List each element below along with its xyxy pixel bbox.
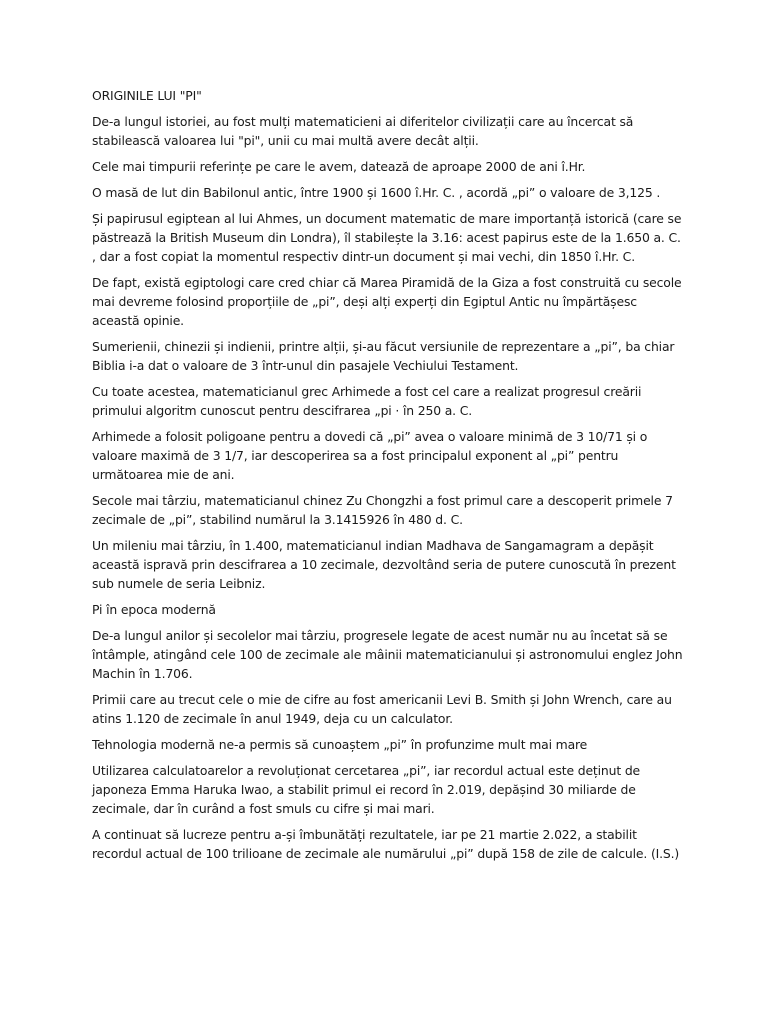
paragraph: O masă de lut din Babilonul antic, între 1900 și 1600 î.Hr. C. , acordă „pi” o valoare de 3,125 . [92, 185, 661, 200]
paragraph: Sumerienii, chinezii și indienii, printre alții, și-au făcut versiunile de reprezentare a „pi”, ba chiar Biblia i-a dat o valoare de 3 într-unul din pasajele Vechiului Testament. [92, 339, 675, 373]
paragraph: De-a lungul anilor și secolelor mai târziu, progresele legate de acest număr nu au încetat să se întâmple, atingând cele 100 de zecimale ale mâinii matematicianului și astronomului englez John Machin în 1.706. [92, 628, 683, 681]
document-title: ORIGINILE LUI "PI" [92, 88, 202, 103]
document-body [92, 86, 684, 870]
paragraph: Și papirusul egiptean al lui Ahmes, un document matematic de mare importanță istorică (care se păstrează la British Museum din Londra), îl stabilește la 3.16: acest papirus este de la 1.650 a. C. , dar a fost copiat la momentul respectiv dintr-un document și mai vechi, din 1850 î.Hr. C. [92, 211, 682, 264]
paragraph: Secole mai târziu, matematicianul chinez Zu Chongzhi a fost primul care a descoperit primele 7 zecimale de „pi”, stabilind numărul la 3.1415926 în 480 d. C. [92, 493, 673, 527]
paragraph: Un mileniu mai târziu, în 1.400, matematicianul indian Madhava de Sangamagram a depășit această ispravă prin descifrarea a 10 zecimale, dezvoltând seria de putere cunoscută în prezent sub numele de seria Leibniz. [92, 538, 676, 591]
paragraph: Tehnologia modernă ne-a permis să cunoaștem „pi” în profunzime mult mai mare [92, 737, 588, 752]
paragraph: Utilizarea calculatoarelor a revoluționat cercetarea „pi”, iar recordul actual este deținut de japoneza Emma Haruka Iwao, a stabilit primul ei record în 2.019, depășind 30 miliarde de zecimale, dar în curând a fost smuls cu cifre și mai mari. [92, 763, 641, 816]
paragraph: Primii care au trecut cele o mie de cifre au fost americanii Levi B. Smith și John Wrench, care au atins 1.120 de zecimale în anul 1949, deja cu un calculator. [92, 692, 672, 726]
paragraph: De-a lungul istoriei, au fost mulți matematicieni ai diferitelor civilizații care au încercat să stabilească valoarea lui "pi", unii cu mai multă avere decât alții. [92, 114, 634, 148]
paragraph: De fapt, există egiptologi care cred chiar că Marea Piramidă de la Giza a fost construită cu secole mai devreme folosind proporțiile de „pi”, deși alți experți din Egiptul Antic nu împărtășesc această opinie. [92, 275, 682, 328]
paragraph: A continuat să lucreze pentru a-și îmbunătăți rezultatele, iar pe 21 martie 2.022, a stabilit recordul actual de 100 trilioane de zecimale ale numărului „pi” după 158 de zile de calcule. (I.S.) [92, 827, 680, 861]
paragraph: Cu toate acestea, matematicianul grec Arhimede a fost cel care a realizat progresul creării primului algoritm cunoscut pentru descifrarea „pi · în 250 a. C. [92, 384, 642, 418]
section-heading: Pi în epoca modernă [92, 602, 216, 617]
paragraph: Arhimede a folosit poligoane pentru a dovedi că „pi” avea o valoare minimă de 3 10/71 și o valoare maximă de 3 1/7, iar descoperirea sa a fost principalul exponent al „pi” pentru următoarea mie de ani. [92, 429, 648, 482]
paragraph: Cele mai timpurii referințe pe care le avem, datează de aproape 2000 de ani î.Hr. [92, 159, 586, 174]
